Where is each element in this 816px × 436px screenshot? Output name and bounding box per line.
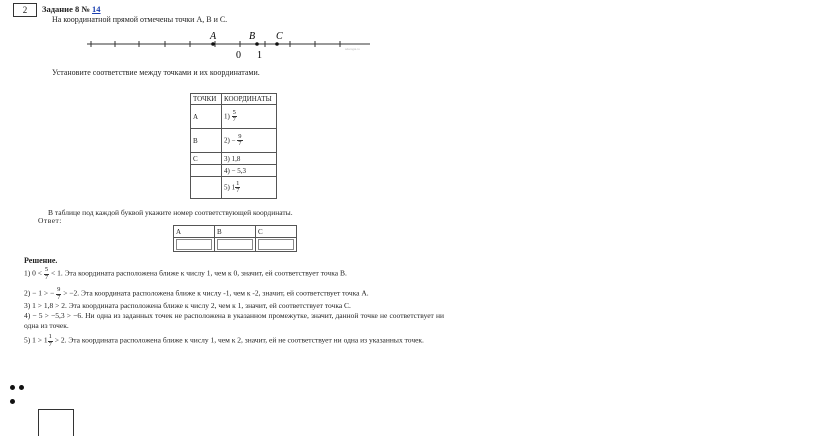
task-number-box: 2 — [13, 3, 37, 17]
bullet-dot — [10, 385, 15, 390]
coord-cell: 3) 1,8 — [222, 153, 277, 165]
answer-header-a: A — [174, 226, 215, 238]
coord-cell: 2) − $\frac{9}{7}$ — [222, 129, 277, 153]
fraction: $\frac{9}{7}$ — [57, 286, 61, 301]
solution-step-2: 2) − 1 > − $\frac{9}{7}$ > −2. Эта координата расположена ближе к числу -1, чем к -2, значит, ей соответствует точка A. — [24, 286, 369, 301]
match-table — [190, 93, 277, 199]
fraction: $\frac{1}{7}$ — [48, 333, 52, 348]
bullet-dot — [10, 399, 15, 404]
task-link[interactable]: 14 — [92, 4, 101, 14]
instruction: Установите соответствие между точками и их координатами. — [52, 68, 260, 77]
task-title-prefix: Задание 8 № — [42, 4, 90, 14]
bullet-dot — [19, 385, 24, 390]
answer-header-b: B — [215, 226, 256, 238]
number-line — [85, 28, 385, 62]
point-cell — [191, 165, 222, 177]
answer-input-b[interactable] — [217, 239, 253, 250]
table-note: В таблице под каждой буквой укажите номер соответствующей координаты. — [48, 208, 293, 217]
fraction: $\frac{5}{7}$ — [44, 266, 49, 281]
point-cell: A — [191, 105, 222, 129]
tick-label-0: 0 — [236, 50, 241, 61]
bottom-box — [38, 409, 74, 436]
fraction: $\frac{1}{7}$ — [236, 179, 240, 194]
point-a — [211, 42, 215, 46]
tick-label-1: 1 — [257, 50, 262, 61]
point-cell: C — [191, 153, 222, 165]
header-coords: КООРДИНАТЫ — [222, 94, 277, 105]
fraction: $\frac{9}{7}$ — [238, 132, 242, 147]
solution-step-5: 5) 1 > 1 $\frac{1}{7}$ > 2. Эта координата расположена ближе к числу 1, чем к 2, значит, ей не соответствует ни одна из указанных точек. — [24, 333, 424, 348]
task-intro: На координатной прямой отмечены точки A, B и C. — [52, 15, 228, 24]
label-c: C — [276, 31, 283, 42]
coord-cell: 4) − 5,3 — [222, 165, 277, 177]
coord-cell: 1) $\frac{5}{7}$ — [222, 105, 277, 129]
point-cell — [191, 177, 222, 199]
watermark: sdamgia.ru — [345, 47, 360, 51]
label-a: A — [210, 31, 217, 42]
label-b: B — [249, 31, 256, 42]
point-c — [275, 42, 279, 46]
answer-table — [173, 225, 297, 252]
coord-cell: 5) 1 $\frac{1}{7}$ — [222, 177, 277, 199]
solution-heading: Решение. — [24, 256, 58, 265]
answer-input-c[interactable] — [258, 239, 294, 250]
point-cell: B — [191, 129, 222, 153]
header-points: ТОЧКИ — [191, 94, 222, 105]
answer-input-a[interactable] — [176, 239, 212, 250]
solution-step-1: 1) 0 < $\frac{5}{7}$ < 1. Эта координата расположена ближе к числу 1, чем к 0, значит, ей соответствует точка B. — [24, 266, 347, 281]
point-b — [255, 42, 259, 46]
fraction: $\frac{5}{7}$ — [232, 108, 236, 123]
task-title — [42, 4, 101, 14]
answer-label: Ответ: — [38, 216, 62, 225]
answer-header-c: C — [256, 226, 297, 238]
solution-step-4: 4) − 5 > −5,3 > −6. Ни одна из заданных точек не расположена в указанном промежутке, значит, данной точке не соответствует ни одна из точек. — [24, 311, 444, 330]
solution-step-3: 3) 1 > 1,8 > 2. Эта координата расположена ближе к числу 2, чем к 1, значит, ей соответствует точка C. — [24, 301, 351, 310]
